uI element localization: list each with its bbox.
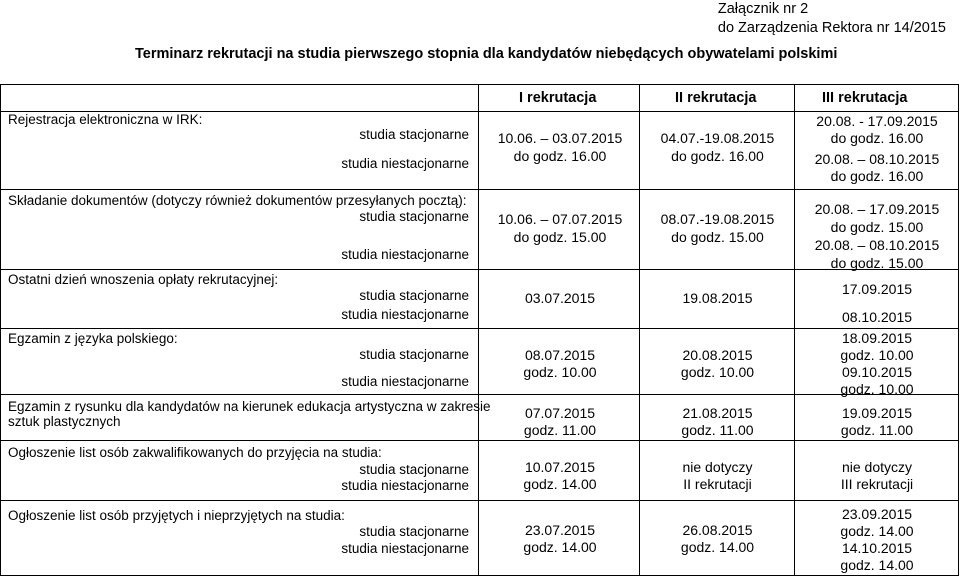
r1-third-time-full: do godz. 16.00 <box>830 130 924 146</box>
label-full-time: studia stacjonarne <box>359 347 469 362</box>
r3-third-date-full: 17.09.2015 <box>841 281 913 297</box>
r7-third-time-part: godz. 14.00 <box>840 557 914 573</box>
r5-first-date: 07.07.2015 <box>524 405 596 421</box>
r7-second-date: 26.08.2015 <box>682 522 753 538</box>
label-full-time: studia stacjonarne <box>359 288 469 303</box>
row-drawing-exam-title: Egzamin z rysunku dla kandydatów na kierunek edukacja artystyczna w zakresie <box>8 399 491 414</box>
r4-first-time: godz. 10.00 <box>523 364 597 380</box>
label-part-time: studia niestacjonarne <box>341 247 469 262</box>
label-part-time: studia niestacjonarne <box>341 374 469 389</box>
r1-first-date: 10.06. – 03.07.2015 <box>497 130 623 146</box>
r1-second-date: 04.07.-19.08.2015 <box>660 130 775 146</box>
row-qualified-list-title: Ogłoszenie list osób zakwalifikowanych do przyjęcia na studia: <box>8 445 382 460</box>
row-polish-exam-title: Egzamin z języka polskiego: <box>8 331 178 346</box>
row-drawing-exam-title-cont: sztuk plastycznych <box>8 414 121 429</box>
label-full-time: studia stacjonarne <box>359 524 469 539</box>
r4-third-date-full: 18.09.2015 <box>841 330 913 346</box>
r4-third-time-part: godz. 10.00 <box>840 381 914 397</box>
label-part-time: studia niestacjonarne <box>341 156 469 171</box>
r5-first-time: godz. 11.00 <box>523 422 597 438</box>
label-part-time: studia niestacjonarne <box>341 541 469 556</box>
attachment-decree: do Zarządzenia Rektora nr 14/2015 <box>717 20 946 36</box>
r4-first-date: 08.07.2015 <box>524 347 596 363</box>
document-title: Terminarz rekrutacji na studia pierwszego stopnia dla kandydatów niebędących obywatelami polskimi <box>135 46 838 62</box>
r4-second-date: 20.08.2015 <box>682 347 753 363</box>
label-full-time: studia stacjonarne <box>359 127 469 142</box>
r1-third-date-part: 20.08. – 08.10.2015 <box>814 151 940 167</box>
r6-first-date: 10.07.2015 <box>524 459 596 475</box>
r1-third-date-full: 20.08. - 17.09.2015 <box>816 113 938 129</box>
label-part-time: studia niestacjonarne <box>341 307 469 322</box>
r1-third-time-part: do godz. 16.00 <box>830 168 924 184</box>
label-full-time: studia stacjonarne <box>359 462 469 477</box>
label-full-time: studia stacjonarne <box>359 209 469 224</box>
r2-second-date: 08.07.-19.08.2015 <box>660 211 775 227</box>
r7-first-time: godz. 14.00 <box>523 539 597 555</box>
row-registration-title: Rejestracja elektroniczna w IRK: <box>8 112 203 127</box>
r6-second-note: nie dotyczy <box>682 459 753 475</box>
r1-first-time: do godz. 16.00 <box>513 148 607 164</box>
r5-third-date: 19.09.2015 <box>841 405 913 421</box>
r6-second-note-cont: II rekrutacji <box>683 476 752 492</box>
r1-second-time: do godz. 16.00 <box>671 148 764 164</box>
r2-third-date-full: 20.08. – 17.09.2015 <box>814 201 940 217</box>
row-fee-title: Ostatni dzień wnoszenia opłaty rekrutacyjnej: <box>8 272 279 287</box>
r4-third-time-full: godz. 10.00 <box>840 347 914 363</box>
r3-first-date: 03.07.2015 <box>524 290 596 306</box>
attachment-header <box>718 0 946 38</box>
r5-third-time: godz. 11.00 <box>840 422 914 438</box>
r2-second-time: do godz. 15.00 <box>671 229 764 245</box>
r5-second-time: godz. 11.00 <box>681 422 754 438</box>
r7-first-date: 23.07.2015 <box>524 522 596 538</box>
r2-first-time: do godz. 15.00 <box>513 229 607 245</box>
column-header-third: III rekrutacja <box>822 90 908 106</box>
r7-third-time-full: godz. 14.00 <box>840 523 914 539</box>
column-header-first: I rekrutacja <box>519 90 597 106</box>
r7-third-date-part: 14.10.2015 <box>841 540 913 556</box>
r3-third-date-part: 08.10.2015 <box>841 309 913 325</box>
r2-third-time-part: do godz. 15.00 <box>830 255 924 271</box>
r2-third-time-full: do godz. 15.00 <box>830 219 924 235</box>
r7-second-time: godz. 14.00 <box>680 539 755 555</box>
row-documents-title: Składanie dokumentów (dotyczy również dokumentów przesyłanych pocztą): <box>8 193 467 208</box>
label-part-time: studia niestacjonarne <box>341 478 469 493</box>
r2-first-date: 10.06. – 07.07.2015 <box>497 211 623 227</box>
r6-first-time: godz. 14.00 <box>523 476 597 492</box>
r4-second-time: godz. 10.00 <box>680 364 755 380</box>
r4-third-date-part: 09.10.2015 <box>841 364 913 380</box>
column-header-second: II rekrutacja <box>675 90 757 106</box>
row-admitted-list-title: Ogłoszenie list osób przyjętych i nieprzyjętych na studia: <box>8 508 345 523</box>
r2-third-date-part: 20.08. – 08.10.2015 <box>814 237 940 253</box>
r6-third-note-cont: III rekrutacji <box>840 476 914 492</box>
r6-third-note: nie dotyczy <box>841 459 913 475</box>
r5-second-date: 21.08.2015 <box>682 405 753 421</box>
attachment-number: Załącznik nr 2 <box>717 1 809 17</box>
r7-third-date-full: 23.09.2015 <box>841 506 913 522</box>
r3-second-date: 19.08.2015 <box>682 290 753 306</box>
